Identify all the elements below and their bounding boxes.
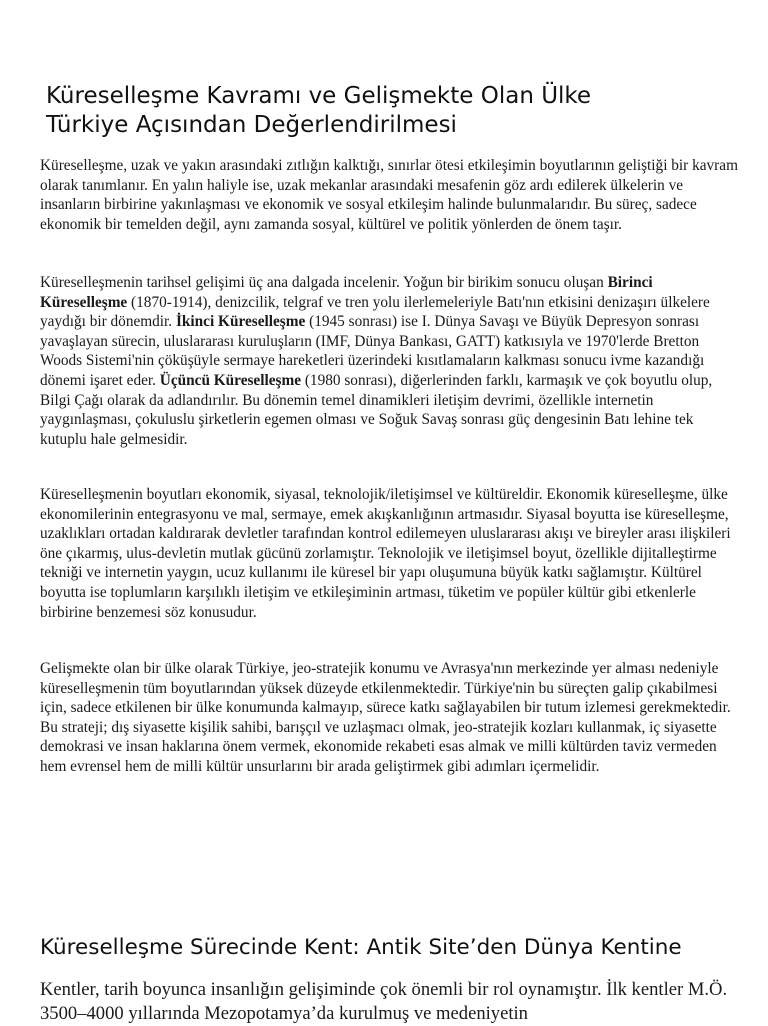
- title-line-1: Küreselleşme Kavramı ve Gelişmekte Olan Ülke: [46, 83, 592, 109]
- paragraph-dimensions: [40, 485, 740, 622]
- bold-term-first-globalization: Birinci Küreselleşme: [40, 274, 653, 311]
- paragraph-text: Gelişmekte olan bir ülke olarak Türkiye, jeo-stratejik konumu ve Avrasya'nın merkezinde yer alması nedeniyle küreselleşmenin tüm boyutlarından yüksek düzeyde etkilenmektedir. Türkiye'nin bu süreçten galip çıkabilmesi için, sadece etkilenen bir ülke konumunda kalmayıp, sürece katkı sağlayabilen bir tutum izlemesi gerekmektedir. Bu strateji; dış siyasette kişilik sahibi, barışçıl ve uzlaşmacı olmak, jeo-stratejik kozları kullanmak, iç siyasette demokrasi ve insan haklarına önem vermek, ekonomide rekabeti esas almak ve milli kültürden taviz vermeden hem evrensel hem de milli kültür unsurlarını bir arada geliştirmek gibi adımları içermelidir.: [40, 660, 731, 775]
- paragraph-text: [40, 273, 740, 449]
- bold-term-third-globalization: Üçüncü Küreselleşme: [159, 371, 301, 389]
- paragraph-definition: [40, 156, 740, 234]
- section-2-title: Küreselleşme Sürecinde Kent: Antik Site’den Dünya Kentine: [40, 935, 682, 960]
- text-run: Küreselleşmenin tarihsel gelişimi üç ana dalgada incelenir. Yoğun bir birikim sonucu oluşan: [40, 274, 608, 291]
- paragraph-text: Küreselleşmenin boyutları ekonomik, siyasal, teknolojik/iletişimsel ve kültüreldir. Ekonomik küreselleşme, ülke ekonomilerinin entegrasyonu ve mal, sermaye, emek akışkanlığının artmasıdır. Siyasal boyutta ise küreselleşme, uzaklıkları ortadan kaldırarak devletler tarafından kontrol edilemeyen uluslararası akışı ve bireyler arası ilişkileri öne çıkarmış, ulus-devletin mutlak gücünü zorlamıştır. Teknolojik ve iletişimsel boyut, özellikle dijitalleştirme tekniği ve internetin yaygın, ucuz kullanımı ile küresel bir yapı oluşumuna büyük katkı sağlamıştır. Kültürel boyutta ise toplumların karşılıklı iletişim ve etkileşiminin artması, tüketim ve popüler kültür gibi etkenlerle birbirine benzemesi söz konusudur.: [40, 486, 731, 621]
- section-2-paragraph: Kentler, tarih boyunca insanlığın gelişiminde çok önemli bir rol oynamıştır. İlk kentler M.Ö. 3500–4000 yıllarında Mezopotamya’da kurulmuş ve medeniyetin: [40, 979, 728, 1024]
- paragraph-history: [40, 273, 740, 449]
- document-title: [46, 82, 736, 140]
- text-run: (1945 sonrası) ise I. Dünya Savaşı ve Büyük Depresyon sonrası yavaşlayan sürecin, uluslararası kuruluşların (IMF, Dünya Bankası, GATT) katkısıyla ve 1970'lerde Bretton Woods Sistemi'nin çöküşüyle sermaye hareketleri üzerindeki kısıtlamaların kalkması sonucu ivme kazandığı dönemi işaret eder.: [40, 313, 705, 389]
- text-run: (1980 sonrası), diğerlerinden farklı, karmaşık ve çok boyutlu olup, Bilgi Çağı olarak da adlandırılır. Bu dönemin temel dinamikleri iletişim devrimi, özellikle internetin yaygınlaşması, çokuluslu şirketlerin egemen olması ve Soğuk Savaş sonrası güç dengesinin Batı lehine tek kutuplu hale gelmesidir.: [40, 371, 713, 448]
- bold-term-second-globalization: İkinci Küreselleşme: [175, 313, 306, 331]
- paragraph-turkey: [40, 659, 740, 777]
- title-line-2: Türkiye Açısından Değerlendirilmesi: [46, 112, 457, 138]
- paragraph-text: Küreselleşme, uzak ve yakın arasındaki zıtlığın kalktığı, sınırlar ötesi etkileşimin boyutlarının geliştiği bir kavram olarak tanımlanır. En yalın haliyle ise, uzak mekanlar arasındaki mesafenin göz ardı edilerek ülkelerin ve insanların birbirine yakınlaşması ve ekonomik ve sosyal etkileşim halinde bulunmalarıdır. Bu süreç, sadece ekonomik bir temelden değil, aynı zamanda sosyal, kültürel ve politik yönlerden de önem taşır.: [40, 157, 738, 233]
- text-run: (1870-1914), denizcilik, telgraf ve tren yolu ilerlemeleriyle Batı'nın etkisini denizaşırı ülkelere yaydığı bir dönemdir.: [40, 293, 710, 331]
